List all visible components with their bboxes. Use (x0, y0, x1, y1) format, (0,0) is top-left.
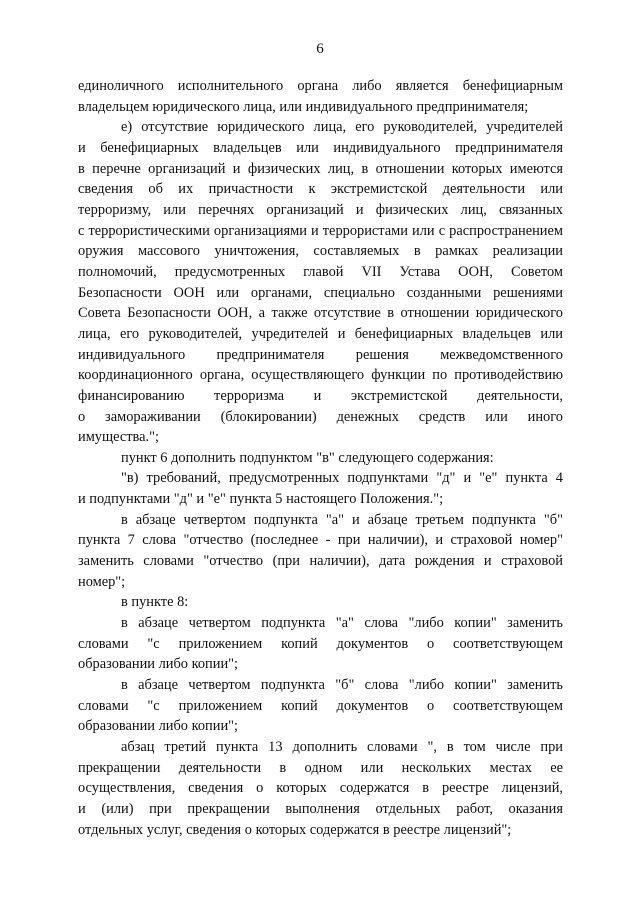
text-line: и бенефициарных владельцев или индивидуального предпринимателя (78, 139, 563, 156)
text-line: в абзаце четвертом подпункта "а" слова "либо копии" заменить (121, 615, 563, 632)
text-line: лица, его руководителей, учредителей и бенефициарных владельцев или (78, 325, 563, 342)
paragraph (78, 737, 563, 840)
paragraph (78, 592, 563, 613)
text-line: единоличного исполнительного органа либо является бенефициарным (78, 78, 563, 94)
text-line: в абзаце четвертом подпункта "а" и абзаце третьем подпункта "б" (121, 511, 563, 528)
text-line: осуществления, сведения о которых содержатся в реестре лицензий, (78, 780, 563, 797)
text-line: полномочий, предусмотренных главой VII Устава ООН, Советом (78, 263, 563, 280)
text-line: словами "с приложением копий документов о соответствующем (78, 635, 563, 652)
text-line: отдельных услуг, сведения о которых содержатся в реестре лицензий"; (78, 821, 512, 838)
text-line: е) отсутствие юридического лица, его руководителей, учредителей (121, 119, 563, 136)
text-line: о замораживании (блокировании) денежных средств или иного (78, 408, 563, 425)
text-line: Безопасности ООН или органами, специально созданными решениями (78, 284, 563, 301)
text-line: номер"; (78, 573, 126, 590)
paragraph (78, 76, 563, 117)
text-line: владельцем юридического лица, или индивидуального предпринимателя; (78, 98, 529, 115)
text-line: абзац третий пункта 13 дополнить словами ", в том числе при (121, 739, 563, 755)
text-line: имущества."; (78, 429, 159, 446)
text-line: сведения об их причастности к экстремистской деятельности или (78, 181, 563, 198)
text-line: словами "с приложением копий документов о соответствующем (78, 697, 563, 714)
paragraph (78, 675, 563, 737)
text-line: финансированию терроризма и экстремистской деятельности, (78, 387, 563, 404)
text-line: индивидуального предпринимателя решения межведомственного (78, 346, 563, 363)
paragraph (78, 448, 563, 469)
text-line: и подпунктами "д" и "е" пункта 5 настоящего Положения."; (78, 491, 444, 508)
text-line: образовании либо копии"; (78, 656, 239, 673)
paragraph (78, 510, 563, 593)
text-line: и (или) при прекращении выполнения отдельных работ, оказания (78, 800, 563, 817)
text-line: в абзаце четвертом подпункта "б" слова "либо копии" заменить (121, 677, 563, 694)
paragraph (78, 613, 563, 675)
text-line: с террористическими организациями и террористами или с распространением (78, 222, 563, 239)
text-line: в пункте 8: (121, 594, 189, 611)
text-line: в перечне организаций и физических лиц, в отношении которых имеются (78, 160, 563, 177)
text-line: Совета Безопасности ООН, а также отсутствие в отношении юридического (78, 305, 563, 322)
text-line: заменить словами "отчество (при наличии), дата рождения и страховой (78, 553, 563, 570)
text-line: координационного органа, осуществляющего функции по противодействию (78, 367, 563, 384)
text-line: оружия массового уничтожения, составляемых в рамках реализации (78, 243, 563, 260)
document-body (78, 76, 563, 840)
page-number: 6 (316, 41, 324, 57)
paragraph (78, 468, 563, 509)
text-line: пункт 6 дополнить подпунктом "в" следующего содержания: (121, 449, 494, 466)
text-line: терроризму, или перечнях организаций и физических лиц, связанных (78, 201, 563, 218)
paragraph (78, 117, 563, 448)
text-line: прекращении деятельности в одном или нескольких местах ее (78, 759, 563, 776)
text-line: "в) требований, предусмотренных подпунктами "д" и "е" пункта 4 (121, 470, 563, 487)
text-line: пункта 7 слова "отчество (последнее - при наличии), и страховой номер" (78, 532, 563, 549)
text-line: образовании либо копии"; (78, 718, 239, 735)
